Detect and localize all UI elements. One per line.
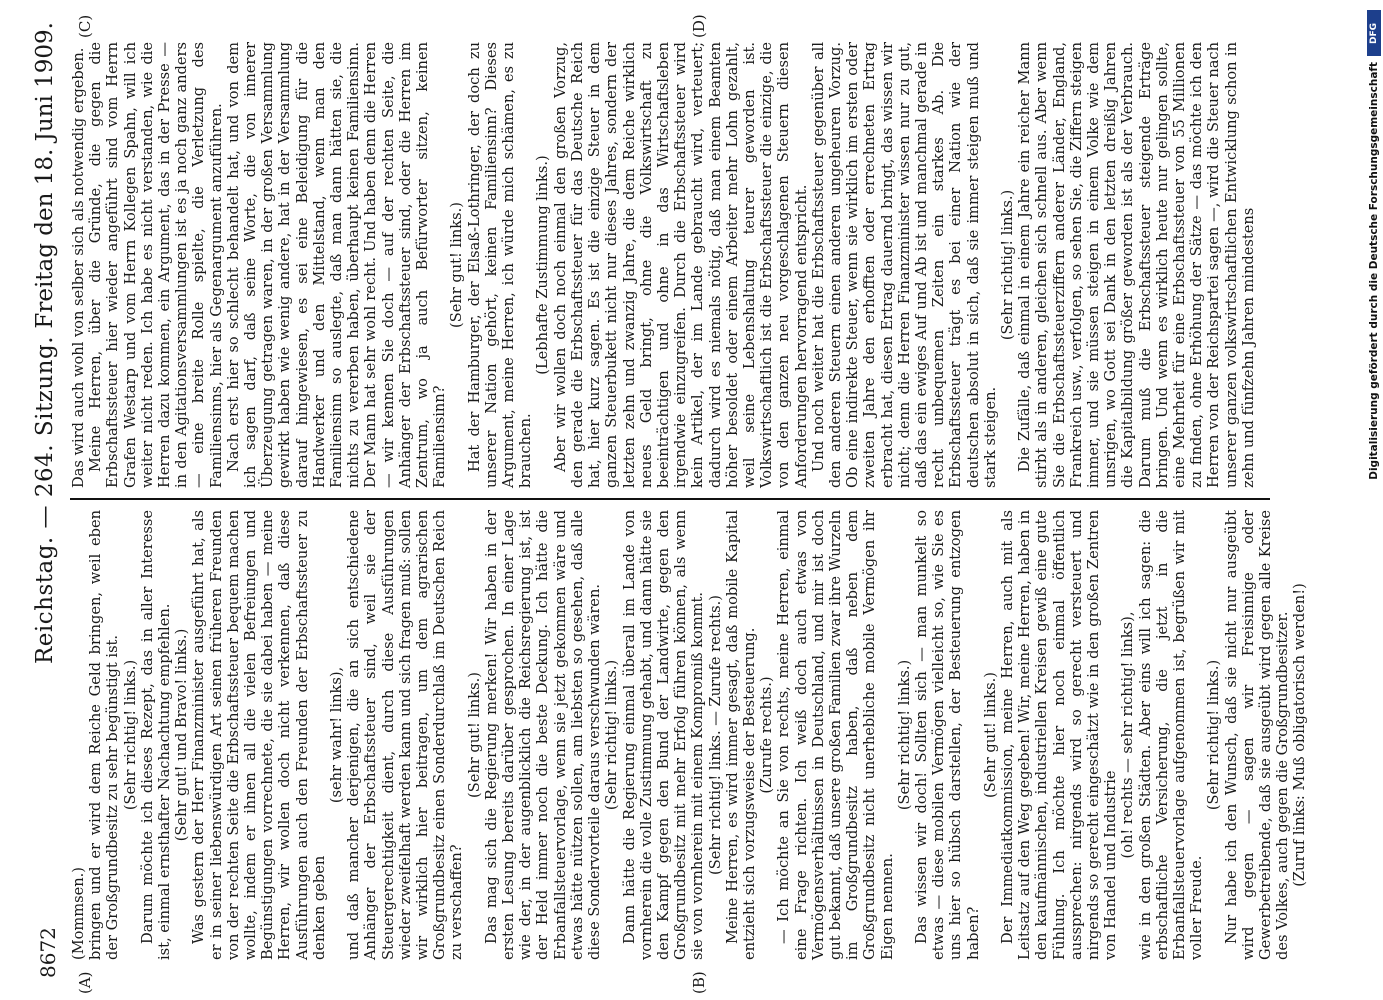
paragraph: (Zurufe rechts.) <box>758 676 776 794</box>
paragraph: Dann hätte die Regierung einmal überall im Lande von vornherein die volle Zustimmung gehabt, und dann hätte sie den Kampf gegen den Bund der Landwirte, gegen den Großgrundbesitz mit mehr Erfolg führen können, als wenn sie von vornherein mit einem Kompromiß kommt. <box>620 510 707 960</box>
paragraph: (Sehr richtig! links.) <box>895 659 913 811</box>
right-text-column <box>70 42 1270 488</box>
margin-mark-d: (D) <box>690 14 708 38</box>
dfg-logo: DFG <box>1367 10 1381 56</box>
paragraph: Die Zufälle, daß einmal in einem Jahre ein reicher Mann stirbt als in anderen, gleichen sich schnell aus. Aber wenn Sie die Erbschaftssteuerziffern anderer Länder, England, Frankreich usw., verfolgen, so sehen Sie, die Ziffern steigen immer, und sie müssen steigen in einem Volke wie dem unsrigen, wo Gott sei Dank in den letzten dreißig Jahren die Kapitalbildung größer geworden ist als der Verbrauch. Darum muß die Erbschaftssteuer steigende Erträge bringen. Und wenn es wirklich heute nur gelingen sollte, eine Mehrheit für eine Erbschaftssteuer von 55 Millionen zu finden, ohne Erhöhung der Sätze — das möchte ich den Herren von der Reichspartei sagen —, wird die Steuer nach unserer ganzen volkswirtschaftlichen Entwicklung schon in zehn und fünfzehn Jahren mindestens <box>1016 42 1257 488</box>
paragraph: (sehr wahr! links), <box>328 666 346 804</box>
paragraph: (Sehr gut! und Bravo! links.) <box>173 628 191 842</box>
paragraph: wie in den großen Städten. Aber eins will ich sagen: die erbschaftliche Versicherung, die jetzt in die Erbanfallsteuervorlage aufgenommen ist, begrüßen wir mit voller Freude. <box>1136 510 1206 960</box>
paragraph: Nach erst hier so schlecht behandelt hat, und von dem ich sagen darf, daß seine Worte, die von innerer Überzeugung getragen waren, in der großen Versammlung gewirkt haben wie wenig andere, hat in der Versammlung darauf hingewiesen, es sei eine Beleidigung für die Handwerker und den Mittelstand, wenn man den Familiensinn so auslegte, daß man dann hätten sie, die nichts zu vererben haben, überhaupt keinen Familiensinn. Der Mann hat sehr wohl recht. Und haben denn die Herren — wir kennen Sie doch — auf der rechten Seite, die Anhänger der Erbschaftssteuer sind, oder die Herren im Zentrum, wo ja auch Befürworter sitzen, keinen Familiensinn? <box>224 42 449 488</box>
paragraph: Nur habe ich den Wunsch, daß sie nicht nur ausgeübt wird gegen — sagen wir Freisinnige oder Gewerbetreibende, daß sie ausgeübt wird gegen alle Kreise des Volkes, auch gegen die Großgrundbesitzer. <box>1222 510 1292 960</box>
paragraph: Hat der Hamburger, der Elsaß-Lothringer, der doch zu unserer Nation gehört, keinen Familiensinn? Dieses Argument, meine Herren, ich würde mich schämen, es zu brauchen. <box>465 42 535 488</box>
paragraph: (Sehr richtig! links.) <box>1205 659 1223 811</box>
paragraph: (Sehr gut! links.) <box>981 672 999 798</box>
page-title: Reichstag. — 264. Sitzung. <box>32 335 58 665</box>
paragraph: (oh! rechts — sehr richtig! links), <box>1119 611 1137 859</box>
margin-mark-a: (A) <box>76 971 94 994</box>
paragraph: Meine Herren, über die Gründe, die gegen die Erbschaftssteuer hier wieder angeführt sind vom Herrn Grafen Westarp und vom Herrn Kollegen Spahn, will ich weiter nicht reden. Ich habe es nicht verstanden, wie die Herren dazu kommen, ein Argument, das in der Presse — in den Agitationsversammlungen ist es ja noch ganz anders — eine breite Rolle spielte, die Verletzung des Familiensinns, hier als Gegenargument anzuführen. <box>87 42 225 488</box>
paragraph: (Sehr richtig! links.) <box>603 659 621 811</box>
paragraph: (Sehr richtig! links.) <box>121 659 139 811</box>
paragraph: Meine Herren, es wird immer gesagt, daß mobile Kapital entzieht sich vorzugsweise der Besteuerung. <box>723 510 758 960</box>
paragraph: (Sehr richtig! links. — Zurufe rechts.) <box>706 595 724 875</box>
paragraph: Darum möchte ich dieses Rezept, das in aller Interesse ist, einmal ernsthafter Nachachtung empfehlen. <box>138 510 174 960</box>
paragraph: Der Immediatkommission, meine Herren, auch mit als Leitsatz auf den Weg gegeben! Wir, meine Herren, haben in den kaufmännischen, industriellen Kreisen gewiß eine gute Fühlung. Ich möchte hier noch einmal öffentlich aussprechen: nirgends wird so gerecht versteuert und nirgends so gerecht eingeschätzt wie in den großen Zentren von Handel und Industrie <box>998 510 1120 960</box>
paragraph: — Ich möchte an Sie von rechts, meine Herren, einmal eine Frage richten. Ich weiß doch auch etwas von Vermögensverhältnissen in Deutschland, und mir ist doch gut bekannt, daß unsere großen Familien zwar ihre Wurzeln im Großgrundbesitz haben, daß neben dem Großgrundbesitz nicht unerhebliche mobile Vermögen ihr Eigen nennen. <box>775 510 896 960</box>
paragraph: (Zuruf links: Muß obligatorisch werden!) <box>1291 583 1309 887</box>
page-number: 8672 <box>36 927 60 978</box>
paragraph: (Sehr richtig! links.) <box>998 189 1016 341</box>
digitization-note: Digitalisierung gefördert durch die Deutsche Forschungsgemeinschaft <box>1368 62 1380 480</box>
dfg-side-strip <box>1365 4 1381 994</box>
column-divider <box>70 498 1270 500</box>
margin-mark-b: (B) <box>690 971 708 994</box>
paragraph: und daß mancher derjenigen, die an sich entschiedene Anhänger der Erbschaftssteuer sind, weil sie der Steuergerechtigkeit dient, durch diese Ausführungen wieder zweifelhaft werden kann und sich fragen muß: sollen wir wirklich hier beitragen, um dem agrarischen Großgrundbesitz einen Sonderdurchlaß im Deutschen Reich zu verschaffen? <box>345 510 466 960</box>
paragraph: (Lebhafte Zustimmung links.) <box>534 155 552 375</box>
paragraph: (Sehr gut! links.) <box>465 672 483 798</box>
paragraph: (Mommsen.) <box>70 867 87 960</box>
paragraph: Was gestern der Herr Finanzminister ausgeführt hat, als er in seiner liebenswürdigen Art seinen früheren Freunden von der rechten Seite die Erbschaftssteuer bequem machen wollte, indem er ihnen all die vielen Befreiungen und Begünstigungen vorrechnete, die sie dabei haben — meine Herren, wir wollen doch nicht verkennen, daß diese Ausführungen auch den Freunden der Erbschaftssteuer zu denken geben <box>190 510 328 960</box>
page-header <box>18 22 66 978</box>
paragraph: (Sehr gut! links.) <box>448 202 466 328</box>
margin-mark-c: (C) <box>76 14 94 38</box>
paragraph: Das mag sich die Regierung merken! Wir haben in der ersten Lesung bereits darüber gesprochen. In einer Lage wie der, in der augenblicklich die Reichsregierung ist, ist der Held immer noch die beste Deckung. Ich hätte die Erbanfallsteuervorlage, wenn sie jetzt gekommen wäre und etwas hätte nützen sollen, am liebsten so gesehen, daß alle diese Sondervorteile daraus verschwunden wären. <box>482 510 604 960</box>
left-text-column <box>70 510 1309 960</box>
paragraph: bringen und er wird dem Reiche Geld bringen, weil eben der Großgrundbesitz zu sehr begünstigt ist. <box>87 510 122 960</box>
paragraph: Aber wir wollen doch noch einmal den großen Vorzug, den gerade die Erbschaftssteuer für das Deutsche Reich hat, hier kurz sagen. Es ist die einzige Steuer in dem ganzen Steuerbukett nicht nur dieses Jahres, sondern der letzten zehn und zwanzig Jahre, die dem Reiche wirklich neues Geld bringt, ohne die Volkswirtschaft zu beeinträchtigen und ohne in das Wirtschaftsleben irgendwie einzugreifen. Durch die Erbschaftssteuer wird kein Artikel, der im Lande gebraucht wird, verteuert; dadurch wird es niemals nötig, daß man einem Beamten höher besoldet oder einem Arbeiter mehr Lohn gezahlt, weil seine Lebenshaltung teurer geworden ist. Volkswirtschaftlich ist die Erbschaftssteuer die einzige, die von den ganzen neu vorgeschlagenen Steuern diesen Anforderungen hervorragend entspricht. <box>551 42 810 488</box>
paragraph: Das wissen wir doch! Sollten sich — man munkelt so etwas — diese mobilen Vermögen vielleicht so, wie Sie es uns hier so hübsch darstellen, der Besteuerung entzogen haben? <box>912 510 982 960</box>
page-date: Freitag den 18. Juni 1909. <box>32 22 58 329</box>
paragraph: Das wird auch wohl von selber sich als notwendig ergeben. <box>70 47 87 488</box>
paragraph: Und noch weiter hat die Erbschaftssteuer gegenüber all den anderen Steuern einen anderen ungeheuren Vorzug. Ob eine indirekte Steuer, wenn sie wirklich im ersten oder zweiten Jahre den erhofften oder errechneten Ertrag erbracht hat, diesen Ertrag dauernd bringt, das wissen wir nicht; denn die Herren Finanzminister wissen nur zu gut, daß das ein ewiges Auf und Ab ist und manchmal gerade in recht unbequemen Zeiten ein starkes Ab. Die Erbschaftssteuer trägt es bei einer Nation wie der deutschen absolut in sich, daß sie immer steigen muß und stark steigen. <box>809 42 999 488</box>
